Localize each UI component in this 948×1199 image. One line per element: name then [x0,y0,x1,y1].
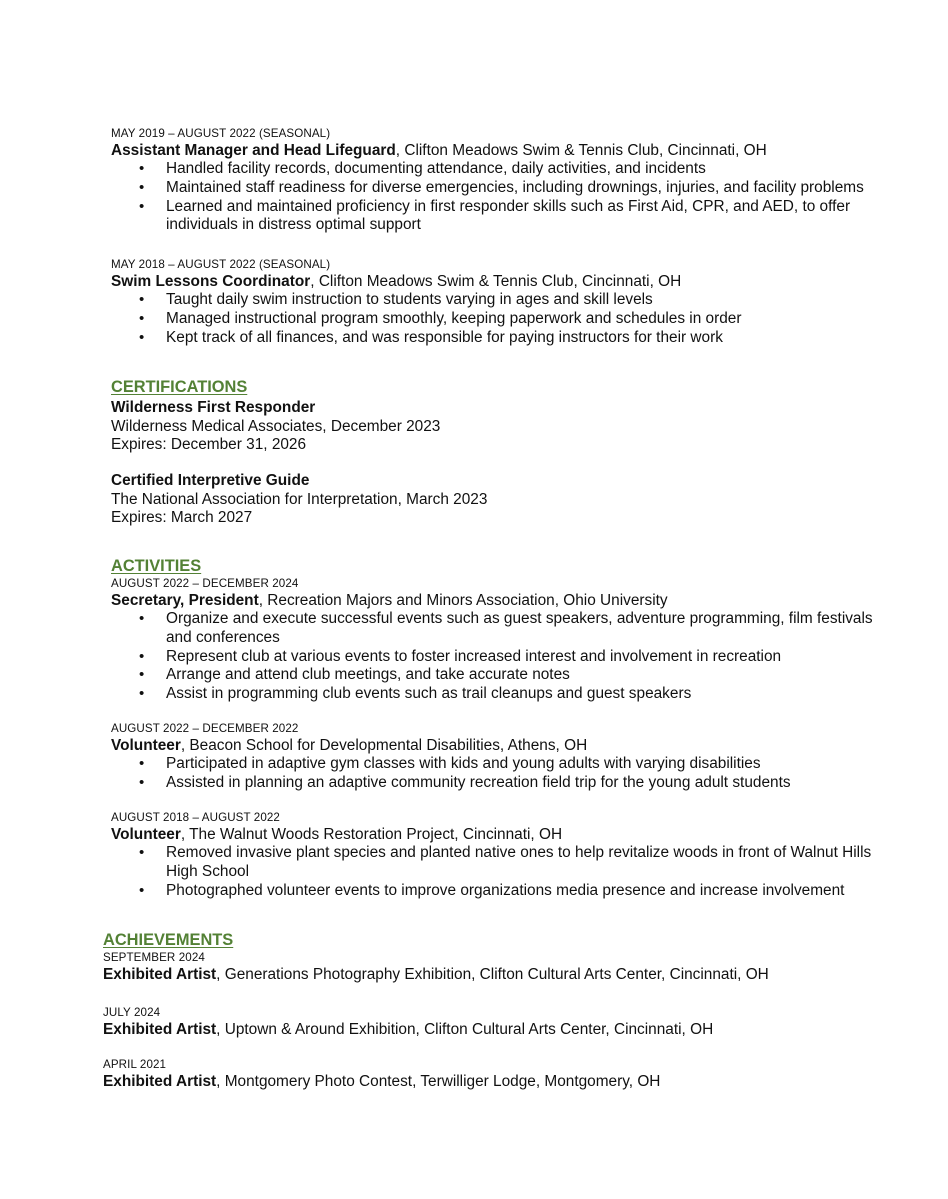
job-org: , Clifton Meadows Swim & Tennis Club, Cincinnati, OH [395,142,767,159]
bullet-item: • Assisted in planning an adaptive community recreation field trip for the young adult students [111,774,879,793]
bullet-item: • Represent club at various events to foster increased interest and involvement in recreation [111,648,879,667]
bullet-item: • Photographed volunteer events to improve organizations media presence and increase involvement [111,882,879,901]
achievement-role: Exhibited Artist [103,966,217,983]
achievement-entry [103,1058,660,1091]
activity-entry [111,722,879,793]
achievement-date: JULY 2024 [103,1006,161,1019]
activity-date: AUGUST 2018 – AUGUST 2022 [111,811,280,824]
activity-bullets [111,755,879,793]
achievement-org: , Montgomery Photo Contest, Terwilliger Lodge, Montgomery, OH [216,1073,661,1090]
job-bullets [111,160,879,235]
activity-org: , Recreation Majors and Minors Association, Ohio University [258,592,668,609]
achievement-entry [103,1006,713,1039]
certification-name: Certified Interpretive Guide [111,472,310,489]
job-role: Assistant Manager and Head Lifeguard [111,142,396,159]
achievement-entry [103,951,769,984]
bullet-item: • Assist in programming club events such as trail cleanups and guest speakers [111,685,879,704]
achievement-date: SEPTEMBER 2024 [103,951,205,964]
achievement-title [103,1020,713,1039]
certification-entry [111,472,487,528]
achievement-org: , Generations Photography Exhibition, Clifton Cultural Arts Center, Cincinnati, OH [216,966,769,983]
activity-title [111,825,879,844]
certification-issuer: Wilderness Medical Associates, December 2023 [111,417,441,435]
activity-org: , The Walnut Woods Restoration Project, Cincinnati, OH [180,826,563,843]
job-entry [111,258,879,347]
activity-org: , Beacon School for Developmental Disabilities, Athens, OH [180,737,588,754]
activity-bullets [111,610,879,704]
achievement-role: Exhibited Artist [103,1073,217,1090]
achievement-title [103,1072,660,1091]
bullet-item: • Organize and execute successful events such as guest speakers, adventure programming, film festivals and conferences [111,610,879,648]
activity-entry [111,577,879,704]
certification-issuer: The National Association for Interpretation, March 2023 [111,490,488,508]
activity-bullets [111,844,879,900]
job-entry [111,127,879,235]
job-date: MAY 2018 – AUGUST 2022 (SEASONAL) [111,258,331,271]
bullet-item: • Maintained staff readiness for diverse emergencies, including drownings, injuries, and facility problems [111,179,879,198]
certification-entry [111,399,440,455]
activity-role: Secretary, President [111,592,259,609]
activity-title [111,736,879,755]
achievement-date: APRIL 2021 [103,1058,167,1071]
bullet-item: • Learned and maintained proficiency in first responder skills such as First Aid, CPR, and AED, to offer individuals in distress optimal support [111,198,879,236]
activity-date: AUGUST 2022 – DECEMBER 2024 [111,577,299,590]
certification-expiry: Expires: March 2027 [111,509,253,527]
bullet-item: • Arrange and attend club meetings, and take accurate notes [111,666,879,685]
bullet-item: • Managed instructional program smoothly, keeping paperwork and schedules in order [111,310,879,329]
activity-role: Volunteer [111,826,181,843]
achievement-title [103,965,769,984]
certification-expiry: Expires: December 31, 2026 [111,436,307,454]
certifications-heading: CERTIFICATIONS [111,378,248,396]
job-title [111,272,879,291]
activity-role: Volunteer [111,737,181,754]
activity-entry [111,811,879,900]
job-title [111,141,879,160]
bullet-item: • Taught daily swim instruction to students varying in ages and skill levels [111,291,879,310]
certification-name: Wilderness First Responder [111,399,316,416]
achievement-role: Exhibited Artist [103,1021,217,1038]
job-role: Swim Lessons Coordinator [111,273,311,290]
bullet-item: • Participated in adaptive gym classes with kids and young adults with varying disabilities [111,755,879,774]
activity-date: AUGUST 2022 – DECEMBER 2022 [111,722,299,735]
activity-title [111,591,879,610]
bullet-item: • Removed invasive plant species and planted native ones to help revitalize woods in front of Walnut Hills High School [111,844,879,882]
bullet-item: • Kept track of all finances, and was responsible for paying instructors for their work [111,329,879,348]
achievements-heading: ACHIEVEMENTS [103,931,234,949]
achievement-org: , Uptown & Around Exhibition, Clifton Cultural Arts Center, Cincinnati, OH [216,1021,714,1038]
job-org: , Clifton Meadows Swim & Tennis Club, Cincinnati, OH [310,273,682,290]
job-date: MAY 2019 – AUGUST 2022 (SEASONAL) [111,127,331,140]
activities-heading: ACTIVITIES [111,557,202,575]
job-bullets [111,291,879,347]
bullet-item: • Handled facility records, documenting attendance, daily activities, and incidents [111,160,879,179]
